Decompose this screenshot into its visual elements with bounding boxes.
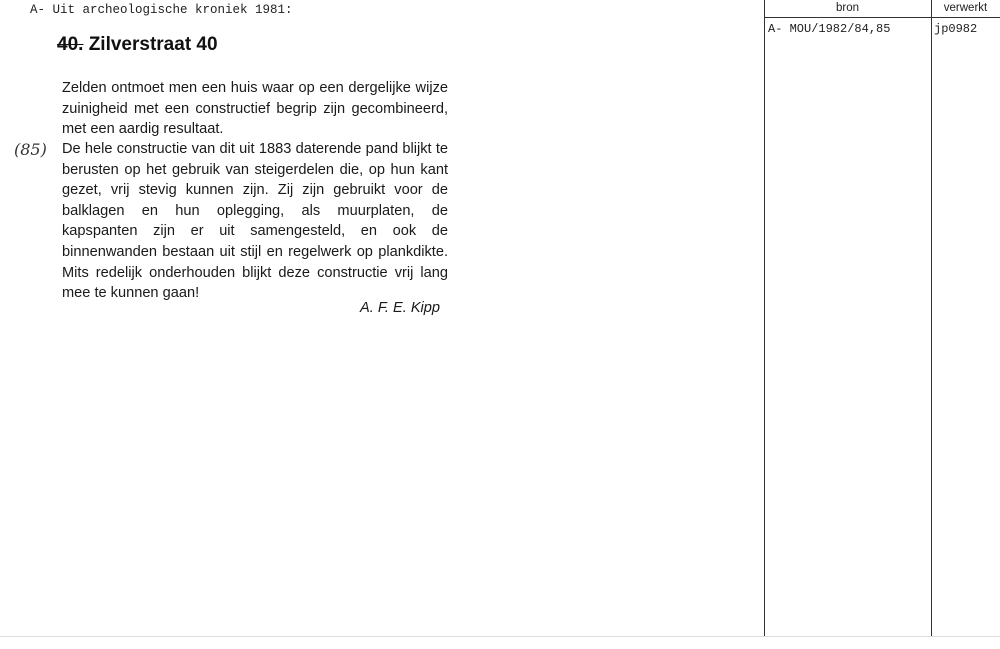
column-header-bron: bron (835, 2, 860, 14)
table-header-rule (764, 17, 1000, 18)
page-bottom-edge (0, 636, 1000, 637)
paragraph-intro: Zelden ontmoet men een huis waar op een dergelijke wijze zuinigheid met een constructief begrip zijn gecombineerd, met een aardig resultaat. (62, 80, 448, 138)
article-number: 40. (57, 34, 84, 55)
author-signature: A. F. E. Kipp (360, 300, 441, 316)
document-header: A- Uit archeologische kroniek 1981: (30, 3, 293, 17)
column-divider-right (931, 0, 932, 636)
margin-annotation: (85) (14, 140, 47, 159)
paragraph-body: De hele constructie van dit uit 1883 daterende pand blijkt te berusten op het gebruik van steigerdelen die, op hun kant gezet, vrij stevig kunnen zijn. Zij zijn gebruikt voor de balklagen en hun oplegging, als muurplaten, de kapspanten zijn er uit samengesteld, en ook de binnenwanden bestaan uit stijl en regelwerk op plankdikte. Mits redelijk onderhouden blijkt deze constructie vrij lang mee te kunnen gaan! (62, 141, 448, 302)
cell-verwerkt-value: jp0982 (934, 22, 978, 36)
cell-bron-value: A- MOU/1982/84,85 (768, 22, 891, 36)
article-heading (57, 34, 218, 56)
article-title: Zilverstraat 40 (88, 34, 218, 55)
column-divider-left (764, 0, 765, 636)
column-header-verwerkt: verwerkt (943, 2, 988, 14)
